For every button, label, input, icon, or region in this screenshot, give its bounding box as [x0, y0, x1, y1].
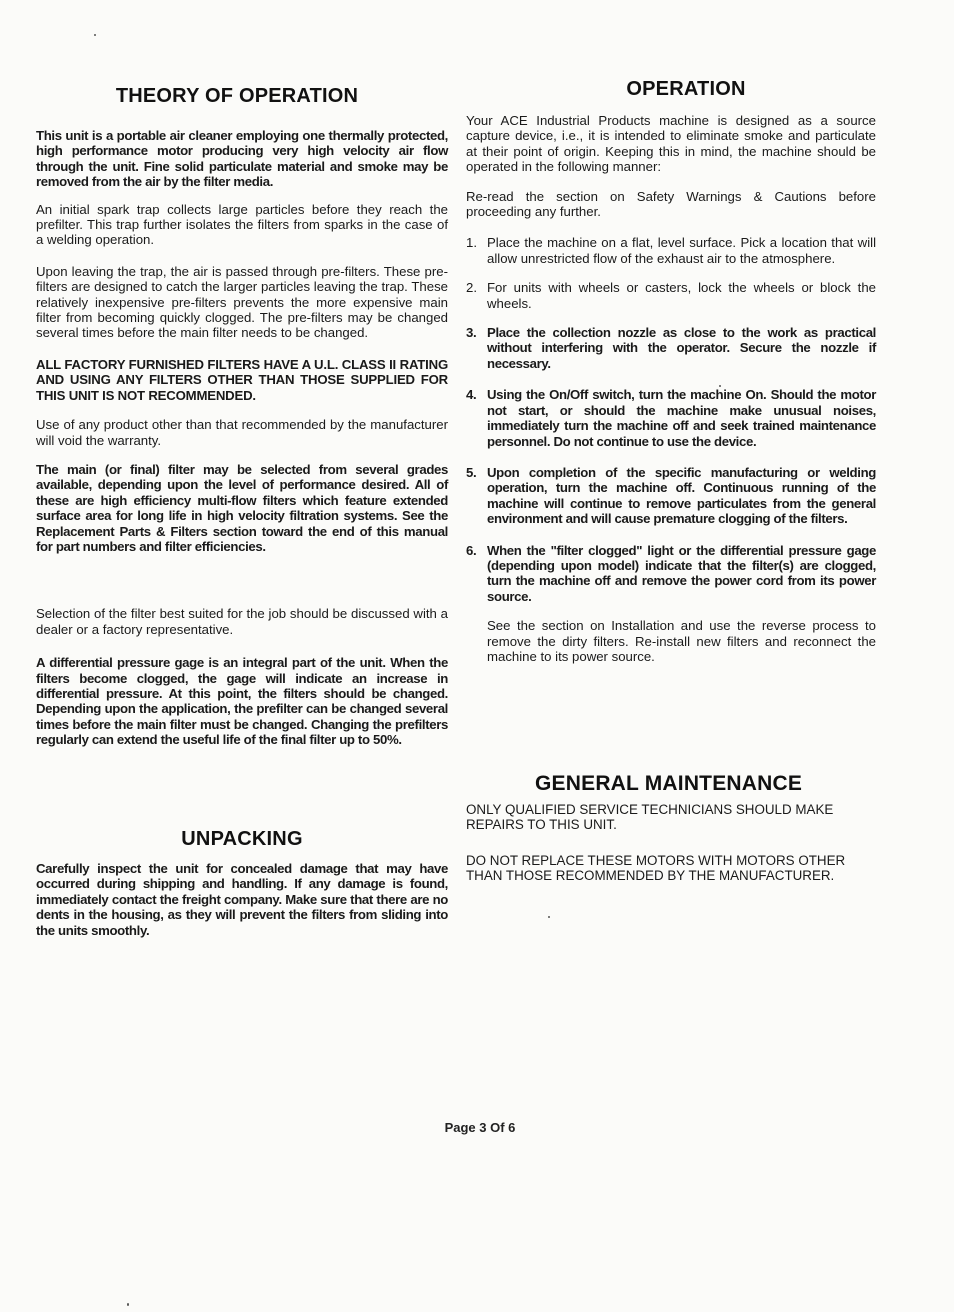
maintenance-heading: GENERAL MAINTENANCE [535, 772, 803, 795]
scan-speck [94, 34, 96, 36]
scan-speck [719, 385, 721, 387]
operation-reread: Re-read the section on Safety Warnings & Cautions before proceeding any further. [466, 188, 876, 220]
operation-step-text: Upon completion of the specific manufacturing or welding operation, turn the machine off. Continuous running of the machine will continue to remove particulates from the general environment and will cause premature clogging of the filters. [487, 464, 876, 527]
unpacking-heading: UNPACKING [181, 828, 303, 850]
theory-paragraph-2: An initial spark trap collects large particles before they reach the prefilter. This trap further isolates the filters from sparks in the case of a welding operation. [36, 201, 448, 248]
page-footer [0, 1120, 954, 1135]
operation-step-number: 5. [466, 464, 477, 480]
operation-step-number: 3. [466, 325, 477, 341]
operation-step-number: 6. [466, 542, 477, 558]
operation-step [466, 465, 876, 527]
scan-speck [548, 916, 550, 918]
right-column [466, 78, 876, 664]
operation-heading: OPERATION [626, 78, 746, 100]
maintenance-paragraph-2: DO NOT REPLACE THESE MOTORS WITH MOTORS OTHER THAN THOSE RECOMMENDED BY THE MANUFACTURER. [466, 852, 846, 884]
operation-step [466, 543, 876, 605]
operation-step-text: Using the On/Off switch, turn the machine On. Should the motor not start, or should the machine make unusual noises, immediately turn the machine off and seek trained maintenance personnel. Do not continue to use the device. [487, 387, 876, 449]
operation-step-number: 1. [466, 235, 477, 251]
unpacking-paragraph: Carefully inspect the unit for concealed damage that may have occurred during shipping and handling. If any damage is found, immediately contact the freight company. Make sure that there are no dents in the housing, as they will prevent the filters from sliding into the units smoothly. [36, 861, 448, 938]
maintenance-section [466, 772, 876, 884]
scan-speck [127, 1303, 129, 1306]
theory-paragraph-6: The main (or final) filter may be selected from several grades available, depending upon the level of performance desired. All of these are high efficiency multi-flow filters which feature extended surface area for long life in high velocity filtration systems. See the Replacement Parts & Filters section toward the end of this manual for part numbers and filter efficiencies. [36, 461, 448, 554]
operation-step [466, 387, 876, 449]
operation-step-text: For units with wheels or casters, lock the wheels or block the wheels. [487, 280, 876, 311]
unpacking-section [36, 828, 448, 938]
operation-steps [466, 235, 876, 604]
operation-step-number: 2. [466, 280, 477, 296]
operation-step [466, 325, 876, 371]
operation-step [466, 235, 876, 266]
maintenance-paragraph-1: ONLY QUALIFIED SERVICE TECHNICIANS SHOULD MAKE REPAIRS TO THIS UNIT. [466, 802, 834, 833]
theory-paragraph-8: A differential pressure gage is an integral part of the unit. When the filters become clogged, the gage will indicate an increase in differential pressure. At this point, the filters should be changed. Depending upon the application, the prefilter can be changed several times before the main filter must be changed. Changing the prefilters regularly can extend the useful life of the final filter up to 50%. [36, 655, 448, 748]
page-number: Page 3 Of 6 [444, 1120, 516, 1135]
theory-paragraph-7: Selection of the filter best suited for the job should be discussed with a dealer or a factory representative. [36, 606, 448, 637]
theory-paragraph-4: ALL FACTORY FURNISHED FILTERS HAVE A U.L. CLASS II RATING AND USING ANY FILTERS OTHER THAN THOSE SUPPLIED FOR THIS UNIT IS NOT RECOMMENDED. [36, 356, 448, 403]
theory-paragraph-1: This unit is a portable air cleaner employing one thermally protected, high performance motor producing very high velocity air flow through the unit. Fine solid particulate material and smoke may be removed from the air by the filter media. [36, 128, 448, 190]
operation-step [466, 280, 876, 311]
theory-paragraph-3: Upon leaving the trap, the air is passed through pre-filters. These pre-filters are designed to catch the larger particles leaving the trap. These relatively inexpensive pre-filters prevents the more expensive main filter from becoming quickly clogged. The pre-filters may be changed several times before the main filter needs to be changed. [36, 263, 448, 341]
operation-step-text: Place the collection nozzle as close to the work as practical without interfering with the operator. Secure the nozzle if necessary. [487, 325, 876, 371]
operation-step-number: 4. [466, 387, 477, 403]
operation-intro: Your ACE Industrial Products machine is designed as a source capture device, i.e., it is intended to eliminate smoke and particulate at their point of origin. Keeping this in mind, the machine should be operated in the following manner: [466, 113, 876, 175]
operation-step-text: Place the machine on a flat, level surface. Pick a location that will allow unrestricted flow of the exhaust air to the atmosphere. [487, 235, 876, 266]
theory-heading: THEORY OF OPERATION [115, 85, 359, 107]
left-column [36, 85, 448, 748]
operation-step-text: When the "filter clogged" light or the differential pressure gage (depending upon model) indicate that the filter(s) are clogged, turn the machine off and remove the power cord from its power source. [487, 542, 876, 604]
theory-paragraph-5: Use of any product other than that recommended by the manufacturer will void the warranty. [36, 417, 448, 448]
operation-closing: See the section on Installation and use the reverse process to remove the dirty filters. Re-install new filters and reconnect the machine to its power source. [487, 618, 876, 664]
